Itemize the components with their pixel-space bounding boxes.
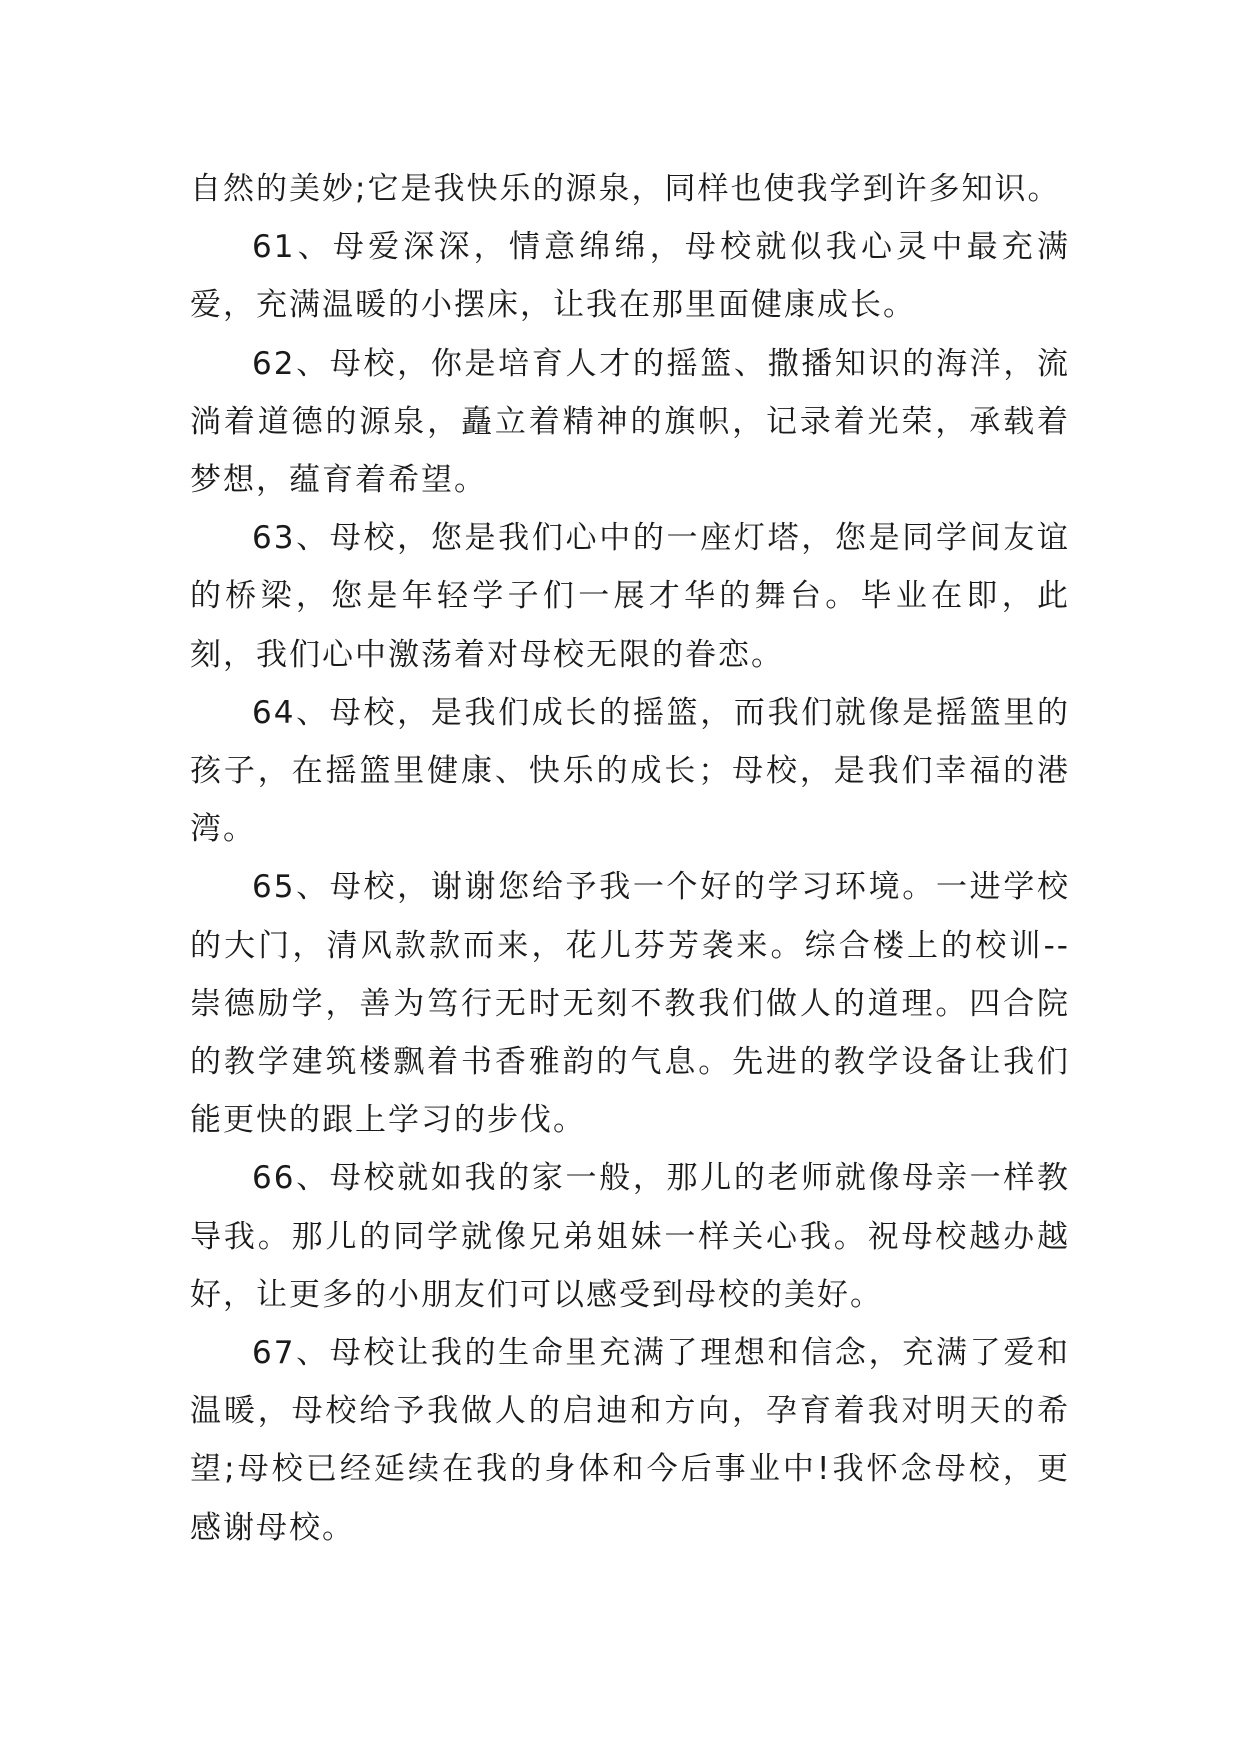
paragraph-64: 64、母校，是我们成长的摇篮，而我们就像是摇篮里的孩子，在摇篮里健康、快乐的成长；母校，是我们幸福的港湾。 [190,694,1070,848]
paragraph-61: 61、母爱深深，情意绵绵，母校就似我心灵中最充满爱，充满温暖的小摆床，让我在那里面健康成长。 [190,229,1070,324]
paragraph-continuation: 自然的美妙;它是我快乐的源泉，同样也使我学到许多知识。 [190,171,1061,207]
paragraph-63: 63、母校，您是我们心中的一座灯塔，您是同学间友谊的桥梁，您是年轻学子们一展才华的舞台。毕业在即，此刻，我们心中激荡着对母校无限的眷恋。 [190,520,1070,673]
paragraph-66: 66、母校就如我的家一般，那儿的老师就像母亲一样教导我。那儿的同学就像兄弟姐妹一样关心我。祝母校越办越好，让更多的小朋友们可以感受到母校的美好。 [190,1160,1070,1313]
document-body [190,160,1070,1557]
paragraph-65: 65、母校，谢谢您给予我一个好的学习环境。一进学校的大门，清风款款而来，花儿芬芳袭来。综合楼上的校训--崇德励学，善为笃行无时无刻不教我们做人的道理。四合院的教学建筑楼飘着书香雅韵的气息。先进的教学设备让我们能更快的跟上学习的步伐。 [190,869,1070,1139]
paragraph-62: 62、母校，你是培育人才的摇篮、撒播知识的海洋，流淌着道德的源泉，矗立着精神的旗帜，记录着光荣，承载着梦想，蕴育着希望。 [190,345,1070,499]
paragraph-67: 67、母校让我的生命里充满了理想和信念，充满了爱和温暖，母校给予我做人的启迪和方向，孕育着我对明天的希望;母校已经延续在我的身体和今后事业中!我怀念母校，更感谢母校。 [190,1335,1070,1546]
